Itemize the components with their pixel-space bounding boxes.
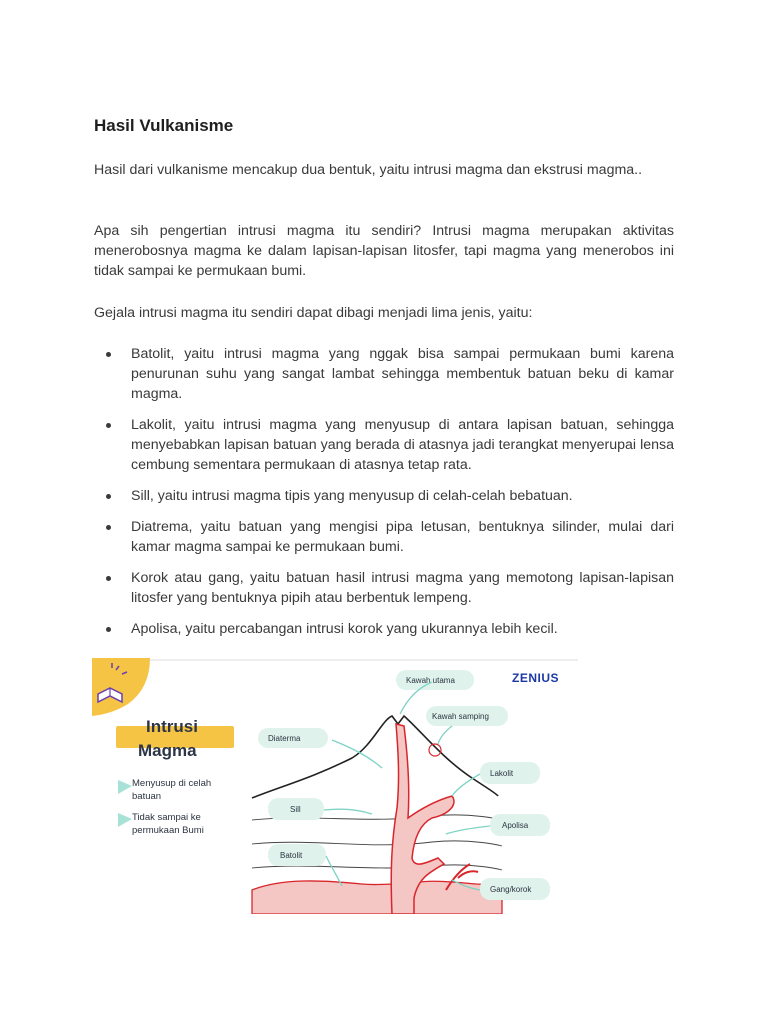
paragraph-definition: Apa sih pengertian intrusi magma itu sendiri? Intrusi magma merupakan aktivitas menerobosnya magma ke dalam lapisan-lapisan litosfer, tapi magma yang menerobos ini tidak sampai ke permukaan bumi.	[94, 223, 674, 279]
note-arrow-icon	[118, 780, 132, 794]
intrusion-types-list	[94, 344, 674, 650]
book-icon	[92, 658, 150, 716]
svg-text:Sill: Sill	[290, 805, 301, 814]
list-item	[94, 486, 674, 506]
note-2-line1: Tidak sampai ke	[132, 812, 201, 823]
list-item	[94, 344, 674, 404]
label-sill	[268, 798, 324, 820]
svg-text:Kawah utama: Kawah utama	[406, 676, 455, 685]
svg-text:Batolit: Batolit	[280, 851, 303, 860]
bullet-icon	[106, 352, 111, 357]
bullet-icon	[106, 576, 111, 581]
intrusion-magma-figure	[92, 658, 578, 914]
svg-text:Gang/korok: Gang/korok	[490, 885, 532, 894]
label-apolisa	[490, 814, 550, 836]
note-2-line2: permukaan Bumi	[132, 825, 204, 836]
bullet-icon	[106, 494, 111, 499]
section-title: Hasil Vulkanisme	[94, 116, 234, 135]
note-arrow-icon	[118, 813, 132, 827]
paragraph-intro: Hasil dari vulkanisme mencakup dua bentuk, yaitu intrusi magma dan ekstrusi magma..	[94, 162, 643, 178]
svg-text:Diaterma: Diaterma	[268, 734, 301, 743]
bullet-icon	[106, 423, 111, 428]
label-lakolit	[480, 762, 540, 784]
list-item	[94, 619, 674, 639]
label-gang-korok	[480, 878, 550, 900]
figure-title-line2: Magma	[138, 741, 197, 760]
list-item-text: Sill, yaitu intrusi magma tipis yang menyusup di celah-celah bebatuan.	[131, 488, 573, 504]
list-item-text: Diatrema, yaitu batuan yang mengisi pipa letusan, bentuknya silinder, mulai dari kamar magma sampai ke permukaan bumi.	[131, 519, 674, 555]
list-item-text: Korok atau gang, yaitu batuan hasil intrusi magma yang memotong lapisan-lapisan litosfer yang bentuknya pipih atau berbentuk lempeng.	[131, 570, 674, 606]
bullet-icon	[106, 627, 111, 632]
label-kawah-utama	[396, 670, 474, 690]
figure-title-line1: Intrusi	[146, 717, 198, 736]
note-1-line1: Menyusup di celah	[132, 778, 212, 789]
list-item-text: Batolit, yaitu intrusi magma yang nggak bisa sampai permukaan bumi karena penurunan suhu yang sangat lambat sehingga membentuk batuan beku di kamar magma.	[131, 346, 674, 402]
paragraph-types-intro: Gejala intrusi magma itu sendiri dapat dibagi menjadi lima jenis, yaitu:	[94, 305, 533, 321]
label-batolit	[268, 844, 326, 866]
brand-logo: ZENIUS	[512, 671, 560, 685]
label-diaterma	[258, 728, 328, 748]
svg-text:Apolisa: Apolisa	[502, 821, 529, 830]
list-item	[94, 517, 674, 557]
bullet-icon	[106, 525, 111, 530]
svg-text:Lakolit: Lakolit	[490, 769, 514, 778]
svg-text:Kawah samping: Kawah samping	[432, 712, 489, 721]
list-item	[94, 415, 674, 475]
list-item	[94, 568, 674, 608]
list-item-text: Lakolit, yaitu intrusi magma yang menyusup di antara lapisan batuan, sehingga menyebabkan lapisan batuan yang berada di atasnya jadi terangkat menyerupai lensa cembung sementara permukaan di atasnya tetap rata.	[131, 417, 674, 473]
figure-svg	[92, 658, 578, 914]
note-1-line2: batuan	[132, 791, 162, 802]
list-item-text: Apolisa, yaitu percabangan intrusi korok yang ukurannya lebih kecil.	[131, 621, 558, 637]
label-kawah-samping	[426, 706, 508, 726]
